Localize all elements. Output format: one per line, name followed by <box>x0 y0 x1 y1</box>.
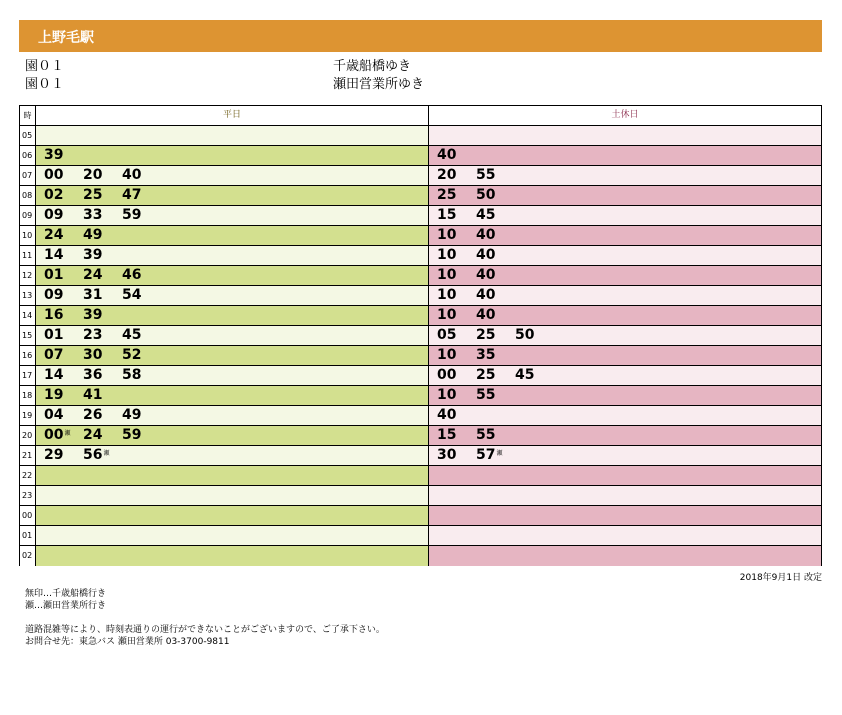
destination-mark: 瀬 <box>64 430 71 437</box>
weekday-departure <box>44 346 83 365</box>
weekday-departure <box>44 166 83 185</box>
weekend-departure <box>476 166 515 185</box>
weekend-departure <box>437 326 476 345</box>
hour-cell: 16 <box>20 346 36 365</box>
timetable-row <box>20 366 821 386</box>
weekday-cell <box>36 446 429 465</box>
weekday-departure <box>44 326 83 345</box>
departure-minute: 35 <box>476 347 496 363</box>
departure-minute: 39 <box>83 307 103 323</box>
departure-minute: 15 <box>437 207 457 223</box>
weekday-departure <box>83 306 122 325</box>
departure-minute: 40 <box>476 307 496 323</box>
legend-unmarked: 無印…千歳船橋行き <box>25 589 107 599</box>
departure-minute: 59 <box>122 427 142 443</box>
timetable-row <box>20 266 821 286</box>
weekday-column-header: 平日 <box>36 106 429 125</box>
departure-minute: 24 <box>83 267 103 283</box>
weekday-cell <box>36 386 429 405</box>
departure-minute: 01 <box>44 327 64 343</box>
station-header <box>19 20 822 52</box>
weekend-departure <box>437 286 476 305</box>
weekday-cell <box>36 326 429 345</box>
weekend-departure <box>437 426 476 445</box>
weekend-departure <box>437 366 476 385</box>
hour-cell: 08 <box>20 186 36 205</box>
departure-minute: 25 <box>437 187 457 203</box>
weekday-departure <box>44 286 83 305</box>
weekend-departure <box>437 186 476 205</box>
weekday-departure <box>122 406 161 425</box>
weekday-cell <box>36 406 429 425</box>
timetable-row <box>20 506 821 526</box>
timetable-row <box>20 446 821 466</box>
timetable-row <box>20 526 821 546</box>
weekday-departure <box>44 226 83 245</box>
departure-minute: 10 <box>437 347 457 363</box>
weekday-cell <box>36 126 429 145</box>
weekend-departure <box>437 306 476 325</box>
departure-minute: 01 <box>44 267 64 283</box>
weekend-departure <box>437 346 476 365</box>
weekend-cell <box>429 326 821 345</box>
departure-minute: 30 <box>83 347 103 363</box>
departure-minute: 39 <box>83 247 103 263</box>
weekday-departure <box>122 366 161 385</box>
hour-cell: 15 <box>20 326 36 345</box>
weekday-departure <box>122 166 161 185</box>
departure-minute: 54 <box>122 287 142 303</box>
weekend-cell <box>429 526 821 545</box>
weekday-departure <box>83 226 122 245</box>
hour-cell: 14 <box>20 306 36 325</box>
hour-cell: 01 <box>20 526 36 545</box>
departure-minute: 00 <box>44 167 64 183</box>
departure-minute: 14 <box>44 247 64 263</box>
departure-minute: 40 <box>476 247 496 263</box>
weekday-cell <box>36 266 429 285</box>
timetable-row <box>20 126 821 146</box>
weekend-cell <box>429 546 821 566</box>
departure-minute: 40 <box>476 287 496 303</box>
departure-minute: 45 <box>476 207 496 223</box>
hour-cell: 23 <box>20 486 36 505</box>
timetable-row <box>20 166 821 186</box>
departure-minute: 40 <box>437 407 457 423</box>
departure-minute: 02 <box>44 187 64 203</box>
timetable-row <box>20 286 821 306</box>
departure-minute: 23 <box>83 327 103 343</box>
weekday-departure <box>122 286 161 305</box>
weekday-cell <box>36 546 429 566</box>
route-code-1: 園０１ <box>25 59 65 74</box>
weekend-departure <box>437 406 476 425</box>
weekend-cell <box>429 306 821 325</box>
weekday-departure <box>83 426 122 445</box>
weekday-cell <box>36 506 429 525</box>
weekend-departure <box>476 226 515 245</box>
weekend-departure <box>515 326 554 345</box>
weekday-cell <box>36 166 429 185</box>
departure-minute: 24 <box>83 427 103 443</box>
timetable-row <box>20 486 821 506</box>
weekend-cell <box>429 266 821 285</box>
route-dest-2: 瀬田営業所ゆき <box>333 77 425 92</box>
weekday-cell <box>36 226 429 245</box>
weekday-departure <box>83 366 122 385</box>
departure-minute: 52 <box>122 347 142 363</box>
weekday-cell <box>36 366 429 385</box>
departure-minute: 07 <box>44 347 64 363</box>
weekday-departure <box>44 386 83 405</box>
weekend-cell <box>429 446 821 465</box>
departure-minute: 09 <box>44 207 64 223</box>
weekday-cell <box>36 526 429 545</box>
weekday-cell <box>36 286 429 305</box>
departure-minute: 20 <box>437 167 457 183</box>
departure-minute: 09 <box>44 287 64 303</box>
weekday-departure <box>122 186 161 205</box>
timetable-row <box>20 226 821 246</box>
weekday-departure <box>44 206 83 225</box>
timetable-row <box>20 206 821 226</box>
weekday-departure <box>122 266 161 285</box>
weekday-cell <box>36 206 429 225</box>
station-title: 上野毛駅 <box>38 30 94 46</box>
departure-minute: 10 <box>437 247 457 263</box>
departure-minute: 19 <box>44 387 64 403</box>
departure-minute: 16 <box>44 307 64 323</box>
hour-cell: 09 <box>20 206 36 225</box>
timetable-row <box>20 346 821 366</box>
weekday-departure <box>122 346 161 365</box>
weekday-departure <box>83 166 122 185</box>
departure-minute: 55 <box>476 167 496 183</box>
timetable-row <box>20 426 821 446</box>
departure-minute: 04 <box>44 407 64 423</box>
weekend-cell <box>429 286 821 305</box>
departure-minute: 24 <box>44 227 64 243</box>
weekend-departure <box>437 246 476 265</box>
hour-cell: 12 <box>20 266 36 285</box>
weekend-departure <box>437 266 476 285</box>
departure-minute: 36 <box>83 367 103 383</box>
departure-minute: 50 <box>515 327 535 343</box>
weekend-departure <box>437 146 476 165</box>
weekend-cell <box>429 426 821 445</box>
departure-minute: 15 <box>437 427 457 443</box>
weekend-cell <box>429 186 821 205</box>
weekend-column-header: 土休日 <box>611 110 639 120</box>
weekday-departure <box>83 246 122 265</box>
timetable-header <box>20 106 821 126</box>
departure-minute: 20 <box>83 167 103 183</box>
weekday-departure <box>83 326 122 345</box>
weekend-cell <box>429 166 821 185</box>
timetable-row <box>20 146 821 166</box>
weekend-cell <box>429 126 821 145</box>
weekend-departure <box>437 386 476 405</box>
departure-minute: 33 <box>83 207 103 223</box>
departure-minute: 00 <box>44 427 64 443</box>
departure-minute: 57 <box>476 447 496 463</box>
weekend-departure <box>515 366 554 385</box>
weekday-departure <box>44 266 83 285</box>
weekend-cell <box>429 226 821 245</box>
hour-cell: 11 <box>20 246 36 265</box>
weekday-departure <box>83 266 122 285</box>
departure-minute: 25 <box>83 187 103 203</box>
weekday-departure <box>44 406 83 425</box>
hour-cell: 17 <box>20 366 36 385</box>
departure-minute: 41 <box>83 387 103 403</box>
departure-minute: 10 <box>437 387 457 403</box>
timetable-row <box>20 546 821 566</box>
weekday-departure <box>44 366 83 385</box>
weekend-departure <box>437 226 476 245</box>
destination-mark: 瀬 <box>496 450 503 457</box>
weekday-cell <box>36 246 429 265</box>
weekday-cell <box>36 186 429 205</box>
hour-cell: 19 <box>20 406 36 425</box>
hour-cell: 21 <box>20 446 36 465</box>
departure-minute: 47 <box>122 187 142 203</box>
hour-column-header: 時 <box>20 106 36 125</box>
departure-minute: 49 <box>83 227 103 243</box>
departure-minute: 10 <box>437 227 457 243</box>
weekend-departure <box>476 346 515 365</box>
weekend-departure <box>437 206 476 225</box>
departure-minute: 39 <box>44 147 64 163</box>
departure-minute: 25 <box>476 367 496 383</box>
weekend-cell <box>429 486 821 505</box>
weekday-departure <box>44 446 83 465</box>
departure-minute: 59 <box>122 207 142 223</box>
timetable-row <box>20 306 821 326</box>
weekday-departure <box>83 286 122 305</box>
weekday-departure <box>83 206 122 225</box>
weekday-departure <box>122 426 161 445</box>
weekday-departure <box>83 406 122 425</box>
weekday-departure <box>44 246 83 265</box>
departure-minute: 50 <box>476 187 496 203</box>
timetable-rows <box>20 126 821 566</box>
weekend-cell <box>429 346 821 365</box>
departure-minute: 10 <box>437 307 457 323</box>
weekday-cell <box>36 346 429 365</box>
hour-cell: 10 <box>20 226 36 245</box>
departure-minute: 30 <box>437 447 457 463</box>
departure-minute: 25 <box>476 327 496 343</box>
departure-minute: 45 <box>515 367 535 383</box>
weekend-cell <box>429 146 821 165</box>
weekend-departure <box>476 446 515 465</box>
hour-cell: 02 <box>20 546 36 566</box>
weekday-departure <box>83 386 122 405</box>
departure-minute: 55 <box>476 387 496 403</box>
revised-date: 2018年9月1日 改定 <box>739 573 822 583</box>
hour-cell: 00 <box>20 506 36 525</box>
hour-cell: 18 <box>20 386 36 405</box>
weekend-cell <box>429 406 821 425</box>
weekday-cell <box>36 486 429 505</box>
departure-minute: 00 <box>437 367 457 383</box>
weekend-departure <box>476 206 515 225</box>
weekend-departure <box>476 186 515 205</box>
timetable-row <box>20 186 821 206</box>
notice-text: 道路混雑等により、時刻表通りの運行ができないことがございますので、ご了承下さい。 <box>25 625 385 635</box>
hour-cell: 06 <box>20 146 36 165</box>
notes <box>25 588 385 648</box>
weekday-departure <box>44 306 83 325</box>
weekend-departure <box>476 366 515 385</box>
departure-minute: 49 <box>122 407 142 423</box>
departure-minute: 40 <box>476 227 496 243</box>
timetable-row <box>20 466 821 486</box>
weekend-cell <box>429 466 821 485</box>
departure-minute: 26 <box>83 407 103 423</box>
departure-minute: 14 <box>44 367 64 383</box>
weekend-departure <box>476 326 515 345</box>
departure-minute: 10 <box>437 287 457 303</box>
weekday-departure <box>44 146 83 165</box>
weekend-departure <box>476 306 515 325</box>
departure-minute: 40 <box>476 267 496 283</box>
weekend-departure <box>476 386 515 405</box>
weekday-cell <box>36 466 429 485</box>
timetable <box>19 105 822 566</box>
weekend-departure <box>437 446 476 465</box>
hour-cell: 13 <box>20 286 36 305</box>
weekend-departure <box>437 166 476 185</box>
weekday-departure <box>44 426 83 445</box>
departure-minute: 05 <box>437 327 457 343</box>
timetable-row <box>20 246 821 266</box>
departure-minute: 56 <box>83 447 103 463</box>
departure-minute: 31 <box>83 287 103 303</box>
hour-cell: 20 <box>20 426 36 445</box>
timetable-row <box>20 406 821 426</box>
contact-text: お問合せ先：東急バス 瀬田営業所 03-3700-9811 <box>25 637 230 647</box>
route-code-2: 園０１ <box>25 77 65 92</box>
departure-minute: 55 <box>476 427 496 443</box>
weekend-cell <box>429 206 821 225</box>
departure-minute: 40 <box>437 147 457 163</box>
departure-minute: 10 <box>437 267 457 283</box>
hour-cell: 05 <box>20 126 36 145</box>
weekday-cell <box>36 306 429 325</box>
weekend-departure <box>476 426 515 445</box>
departure-minute: 40 <box>122 167 142 183</box>
weekday-departure <box>122 326 161 345</box>
hour-cell: 22 <box>20 466 36 485</box>
weekday-departure <box>83 346 122 365</box>
route-dest-1: 千歳船橋ゆき <box>333 59 412 74</box>
destination-mark: 瀬 <box>103 450 110 457</box>
timetable-row <box>20 326 821 346</box>
weekend-cell <box>429 366 821 385</box>
weekday-cell <box>36 146 429 165</box>
departure-minute: 46 <box>122 267 142 283</box>
weekend-departure <box>476 246 515 265</box>
hour-cell: 07 <box>20 166 36 185</box>
weekday-cell <box>36 426 429 445</box>
weekday-departure <box>83 446 122 465</box>
weekend-departure <box>476 286 515 305</box>
weekday-departure <box>83 186 122 205</box>
weekday-departure <box>44 186 83 205</box>
weekend-cell <box>429 246 821 265</box>
weekend-departure <box>476 266 515 285</box>
legend-seta: 瀬…瀬田営業所行き <box>25 601 107 611</box>
departure-minute: 45 <box>122 327 142 343</box>
departure-minute: 58 <box>122 367 142 383</box>
weekend-cell <box>429 386 821 405</box>
weekend-cell <box>429 506 821 525</box>
timetable-row <box>20 386 821 406</box>
weekday-departure <box>122 206 161 225</box>
departure-minute: 29 <box>44 447 64 463</box>
